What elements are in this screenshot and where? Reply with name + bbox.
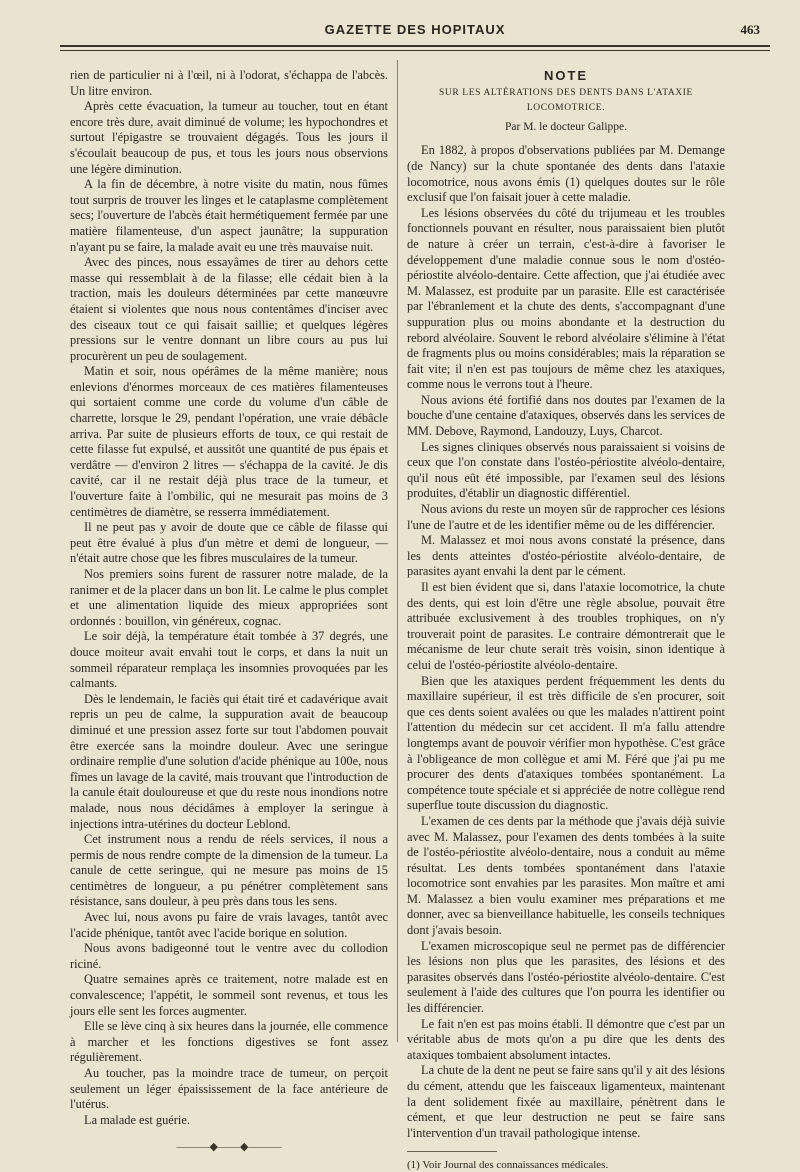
column-divider (397, 60, 398, 1042)
article-author: Par M. le docteur Galippe. (505, 120, 627, 133)
running-title: GAZETTE DES HOPITAUX (324, 22, 506, 37)
left-column (70, 68, 388, 1156)
paragraph: Avec lui, nous avons pu faire de vrais lavages, tantôt avec l'acide phénique, tantôt avec l'acide borique en solution. (70, 910, 388, 940)
paragraph: Nous avions du reste un moyen sûr de rapprocher ces lésions l'une de l'autre et de les identifier même ou de les différencier. (407, 502, 725, 532)
paragraph: rien de particulier ni à l'œil, ni à l'odorat, s'échappa de l'abcès. Un litre environ. (70, 68, 388, 98)
paragraph: Dès le lendemain, le faciès qui était tiré et cadavérique avait repris un peu de calme, la suppuration avait de beaucoup diminué et une pression assez forte sur tout l'abdomen pouvait être exercée sans la moindre douleur. Avec une seringue ordinaire remplie d'une solution d'acide phénique au 100e, nous fîmes un lavage de la cavité, mais trouvant que l'introduction de la canule était douloureuse et que du reste nous inondions notre malade, nous nous décidâmes à employer la seringue à injections intra-utérines du docteur Leblond. (70, 691, 388, 831)
paragraph: Elle se lève cinq à six heures dans la journée, elle commence à marcher et les fonctions digestives se font assez régulièrement. (70, 1019, 388, 1065)
article-subtitle: SUR LES ALTÉRATIONS DES DENTS DANS L'ATAXIE LOCOMOTRICE. (439, 87, 693, 114)
paragraph: Les signes cliniques observés nous paraissaient si voisins de ceux que l'on constate dans l'ostéo-périostite alvéolo-dentaire, qu'il nous eût été impossible, par l'examen seul des lésions produites, d'établir un diagnostic différentiel. (407, 439, 725, 501)
paragraph: La malade est guérie. (84, 1112, 190, 1127)
paragraph: Les lésions observées du côté du trijumeau et les troubles fonctionnels pouvant en résulter, nous paraissaient bien plutôt de nature à créer un terrain, c'est-à-dire à favoriser le développement d'une maladie connue sous le nom d'ostéo-périostite alvéolo-dentaire. Cette affection, que j'ai étudiée avec M. Malassez, est produite par un parasite. Elle est caractérisée par l'ébranlement et la chute des dents, s'accompagnant d'une suppuration plus ou moins abondante et la destruction du rebord alvéolaire. Souvent le rebord alvéolaire s'élimine à l'état de fragments plus ou moins considérables; mais la réparation se fait vite; il n'en est pas toujours de même chez les ataxiques, comme nous le verrons tout à l'heure. (407, 205, 725, 392)
paragraph: En 1882, à propos d'observations publiées par M. Demange (de Nancy) sur la chute spontanée des dents dans l'ataxie locomotrice, nous avons émis (1) quelques doutes sur le rôle exclusif que l'on faisait jouer à cette maladie. (407, 143, 725, 205)
article-title: NOTE (543, 68, 589, 83)
section-ornament: ———◆——◆——— (176, 1141, 282, 1154)
paragraph: L'examen microscopique seul ne permet pas de différencier les lésions non plus que les parasites, des lésions et des parasites observés dans l'ostéo-périostite alvéolo-dentaire. C'est seulement à l'aide des cultures que l'on pourra les identifier ou les différencier. (407, 938, 725, 1016)
paragraph: Il est bien évident que si, dans l'ataxie locomotrice, la chute des dents, qui est loin d'être une règle absolue, pouvait être attribuée exclusivement à des troubles trophiques, on n'y trouverait point de parasites. Le contraire démontrerait que le mécanisme de leur chute serait très voisin, sinon identique à celui de l'ostéo-périostite alvéolo-dentaire. (407, 580, 725, 672)
paragraph: Nous avons badigeonné tout le ventre avec du collodion riciné. (70, 941, 388, 971)
header-rule (60, 45, 770, 51)
paragraph: Nos premiers soins furent de rassurer notre malade, de la ranimer et de la placer dans un bon lit. Le calme le plus complet et une alimentation liquide des mieux appropriées sont ordonnés : bouillon, vin généreux, cognac. (70, 567, 388, 628)
page-header (60, 22, 770, 46)
paragraph: La chute de la dent ne peut se faire sans qu'il y ait des lésions du cément, attendu que les faisceaux ligamenteux, maintenant la dent solidement fixée au maxillaire, pénètrent dans le cément, et que leur destruction ne peut se faire sans l'intervention d'un travail pathologique intense. (407, 1063, 725, 1140)
paragraph: M. Malassez et moi nous avons constaté la présence, dans les dents atteintes d'ostéo-périostite alvéolo-dentaire, de parasites ayant envahi la dent par le cément. (407, 533, 725, 579)
paragraph: Bien que les ataxiques perdent fréquemment les dents du maxillaire supérieur, il est très difficile de s'en procurer, soit que ces dents soient avalées ou que les malades n'attirent point l'attention du médecin sur cet accident. Il m'a fallu attendre longtemps avant de pouvoir vérifier mon hypothèse. C'est grâce à l'obligeance de mon collègue et ami M. Féré que j'ai pu me procurer des dents d'ataxiques tombées spontanément. La compétence toute spéciale et si appréciée de notre collègue rend superflue toute discussion du diagnostic. (407, 673, 725, 813)
paragraph: Cet instrument nous a rendu de réels services, il nous a permis de nous rendre compte de la dimension de la tumeur. La canule de cette seringue, qui ne mesure pas moins de 15 centimètres de longueur, a pu pénétrer complètement sans résistance, sans douleur, à peu près dans tous les sens. (70, 832, 388, 909)
paragraph: Après cette évacuation, la tumeur au toucher, tout en étant encore très dure, avait diminué de volume; les hypochondres et surtout l'épigastre se trouvaient dégagés. Tous les jours il s'écoulait beaucoup de pus, et tous les jours nous observions une légère diminution. (70, 99, 388, 176)
paragraph: Matin et soir, nous opérâmes de la même manière; nous enlevions d'énormes morceaux de ces matières filamenteuses qui sortaient comme une corde du volume d'un câble de charrette, lorsque le 29, pendant l'opération, une vraie débâcle arriva. Par suite de plusieurs efforts de toux, ce qui restait de cette filasse fut expulsé, et aussitôt une quantité de pus épais et verdâtre — d'environ 2 litres — s'échappa de la cavité. Je dis cavité, car il ne restait déjà plus trace de la tumeur, et l'ouverture faite à l'ombilic, qui ne mesurait pas moins de 3 centimètres de diamètre, se resserra immédiatement. (70, 364, 388, 519)
paragraph: Il ne peut pas y avoir de doute que ce câble de filasse qui peut être évalué à plus d'un mètre et demi de longueur, — n'était autre chose que les fibres musculaires de la tumeur. (70, 520, 388, 566)
paragraph: A la fin de décembre, à notre visite du matin, nous fûmes tout surpris de trouver les linges et le cataplasme complètement secs; l'ouverture de l'abcès était hermétiquement fermée par une matière filamenteuse, d'un aspect jaunâtre; la suppuration n'ayant pu se faire, la malade avait eu une très mauvaise nuit. (70, 177, 388, 254)
paragraph: Nous avions été fortifié dans nos doutes par l'examen de la bouche d'une centaine d'ataxiques, observés dans les services de MM. Debove, Raymond, Landouzy, Luys, Charcot. (407, 392, 725, 439)
footnote: (1) Voir Journal des connaissances médicales. (407, 1159, 609, 1172)
paragraph: Le fait n'en est pas moins établi. Il démontre que c'est par un véritable abus de mots qu'on a pu dire que les dents des ataxiques tombaient absolument intactes. (407, 1016, 725, 1062)
page-number: 463 (740, 22, 760, 37)
paragraph: Quatre semaines après ce traitement, notre malade est en convalescence; l'appétit, le sommeil sont revenus, et tous les jours elle sent les forces augmenter. (70, 972, 388, 1018)
paragraph: Le soir déjà, la température était tombée à 37 degrés, une douce moiteur avait envahi tout le corps, et dans la nuit un sommeil réparateur remplaça les insomnies provoquées par les calmants. (70, 629, 388, 691)
footnote-rule (407, 1151, 497, 1152)
paragraph: Au toucher, pas la moindre trace de tumeur, on perçoit seulement un léger épaississement de la face antérieure de l'utérus. (70, 1066, 388, 1112)
paragraph: L'examen de ces dents par la méthode que j'avais déjà suivie avec M. Malassez, pour l'examen des dents tombées à la suite de l'ostéo-périostite alvéolo-dentaire, nous a conduit au même résultat. Les dents tombées spontanément dans l'ataxie locomotrice sont envahies par les parasites. Mon maître et ami M. Malassez a bien voulu examiner mes préparations et me donner, avec sa bienveillance habituelle, les conseils techniques dont j'avais besoin. (407, 813, 725, 938)
right-column (407, 68, 725, 1172)
paragraph: Avec des pinces, nous essayâmes de tirer au dehors cette masse qui ressemblait à de la filasse; elle cédait bien à la traction, mais les douleurs déterminées par cette manœuvre étaient si violentes que nous nous contentâmes d'inciser avec des ciseaux tout ce qui faisait saillie; et quelques légères pressions sur le ventre donnant un libre cours au pus lui procurèrent un peu de soulagement. (70, 255, 388, 363)
